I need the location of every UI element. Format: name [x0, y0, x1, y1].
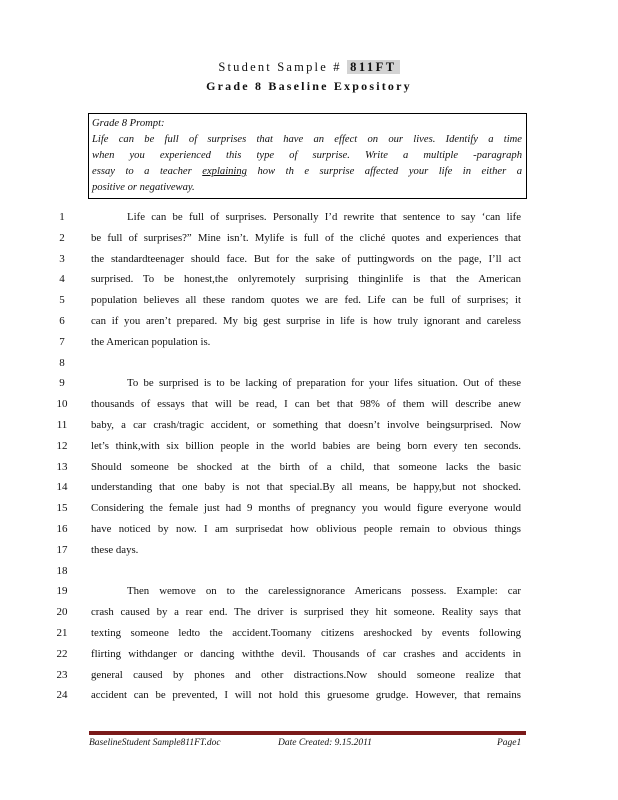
line-number: 23: [56, 668, 68, 681]
essay-line: Then wemove on to the carelessignorance Americans possess. Example: car: [127, 585, 521, 598]
prompt-line-3-start: essay to a teacher: [92, 166, 203, 177]
line-number: 19: [56, 585, 68, 598]
line-number: 17: [56, 543, 68, 556]
footer-page-number: Page1: [497, 738, 522, 748]
line-number: 2: [59, 231, 65, 244]
line-number: 7: [59, 335, 65, 348]
line-number: 5: [59, 294, 65, 307]
essay-line: understanding that one baby is not that special.By all means, be happy,but not shocked.: [91, 481, 521, 494]
prompt-line-4: positive or negativeway.: [92, 182, 195, 193]
essay-line: be full of surprises?” Mine isn’t. Mylife is full of the cliché quotes and experiences that: [91, 231, 521, 244]
line-number: 4: [59, 273, 65, 286]
prompt-label: Grade 8 Prompt:: [92, 118, 165, 129]
essay-line: can if you aren’t prepared. My big gest surprise in life is how truly ignorant and careless: [91, 315, 521, 327]
prompt-line-3: [92, 164, 522, 180]
essay-line: Life can be full of surprises. Personally I’d rewrite that sentence to say ‘can life: [127, 211, 521, 223]
essay-line: surprised. To be honest,the onlyremotely surprising thinginlife is that the American: [91, 273, 521, 286]
essay-line: the American population is.: [91, 335, 211, 348]
prompt-line-2: when you experienced this type of surprise. Write a multiple -paragraph: [92, 150, 522, 161]
prompt-box: [88, 113, 527, 199]
line-number: 3: [59, 252, 65, 265]
line-number: 11: [56, 419, 68, 431]
prompt-line-1: Life can be full of surprises that have an effect on our lives. Identify a time: [92, 134, 522, 145]
document-title: [0, 60, 618, 75]
essay-line: let’s think,with six billion people in the world babies are being born every ten seconds.: [91, 439, 521, 452]
essay-line: crash caused by a rear end. The driver is surprised they hit someone. Reality says that: [91, 606, 521, 619]
essay-line: accident can be prevented, I will not hold this gruesome grudge. However, that remains: [91, 689, 521, 702]
line-number: 18: [56, 564, 68, 577]
line-number: 22: [56, 647, 68, 660]
line-number: 1: [59, 211, 65, 223]
essay-line: To be surprised is to be lacking of preparation for your lifes situation. Out of these: [127, 377, 521, 390]
essay-line: flirting withdanger or dancing withthe devil. Thousands of car crashes and accidents in: [91, 647, 521, 660]
sample-prefix: Student Sample #: [218, 60, 348, 74]
essay-line: thousands of essays that will be read, I can bet that 98% of them will describe anew: [91, 398, 521, 411]
essay-line: Should someone be shocked at the birth of a child, that someone lacks the basic: [91, 460, 521, 473]
essay-line: have noticed by now. I am surprisedat how oblivious people remain to obvious things: [91, 523, 521, 535]
line-number: 20: [56, 606, 68, 619]
essay-line: baby, a car crash/tragic accident, or something that doesn’t involve beingsurprised. Now: [91, 419, 521, 431]
essay-line: these days.: [91, 543, 139, 556]
line-number: 12: [56, 439, 68, 452]
line-number: 13: [56, 460, 68, 473]
line-number: 8: [59, 356, 65, 369]
essay-line: Considering the female just had 9 months of pregnancy you would figure everyone would: [91, 502, 521, 515]
essay-line: population believes all these random quotes we are fed. Life can be full of surprises; it: [91, 294, 521, 307]
essay-line: texting someone ledto the accident.Toomany citizens areshocked by events following: [91, 627, 521, 639]
line-number: 16: [56, 523, 68, 535]
document-subtitle: Grade 8 Baseline Expository: [206, 79, 412, 93]
footer-date: Date Created: 9.15.2011: [278, 738, 372, 748]
line-number: 15: [56, 502, 68, 515]
prompt-underlined-word: explaining: [202, 166, 247, 177]
line-number: 9: [59, 377, 65, 390]
essay-line: the standardteenager should face. But for the sake of puttingwords on the page, I’ll act: [91, 252, 521, 265]
essay-line: general caused by phones and other distractions.Now should someone realize that: [91, 668, 521, 681]
prompt-line-3-end: how th e surprise affected your life in either a: [246, 166, 523, 177]
footer-rule: [89, 731, 526, 735]
line-number: 14: [56, 481, 68, 494]
line-number: 10: [56, 398, 68, 411]
line-number: 6: [59, 315, 65, 327]
line-number: 24: [56, 689, 68, 702]
footer-filename: BaselineStudent Sample811FT.doc: [89, 738, 221, 748]
sample-id-highlight: 811FT: [347, 60, 400, 74]
line-number: 21: [56, 627, 68, 639]
